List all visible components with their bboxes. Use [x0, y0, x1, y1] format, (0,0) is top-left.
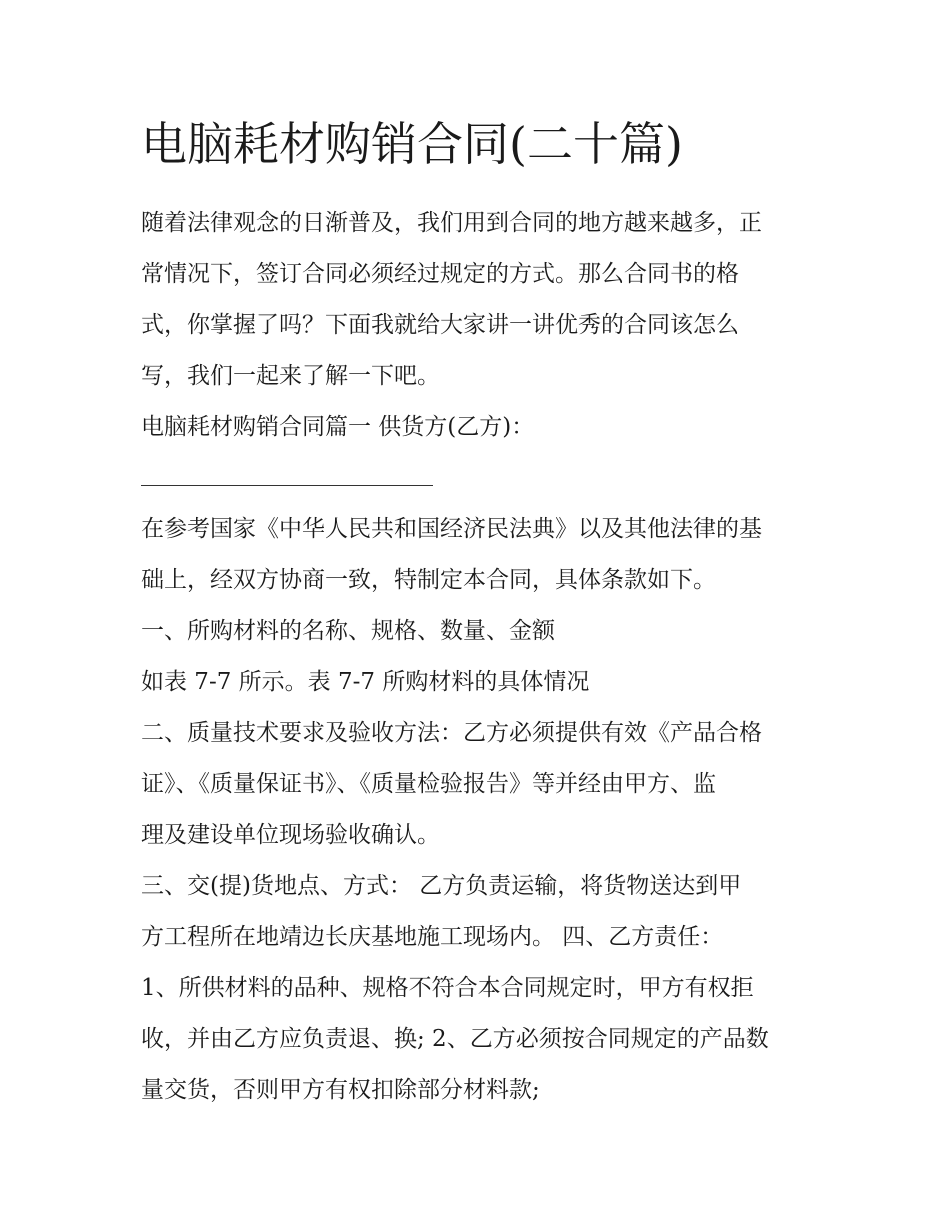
paragraph-line: 写，我们一起来了解一下吧。 — [141, 363, 440, 389]
paragraph-line: 如表 7-7 所示。表 7-7 所购材料的具体情况 — [141, 669, 590, 695]
clause-heading: 一、所购材料的名称、规格、数量、金额 — [141, 618, 555, 644]
document-body — [141, 198, 821, 1116]
contract-heading-line: 电脑耗材购销合同篇一 供货方(乙方)： — [141, 414, 535, 440]
paragraph-line: 量交货，否则甲方有权扣除部分材料款; — [141, 1077, 540, 1103]
paragraph-line: 方工程所在地靖边长庆基地施工现场内。 四、乙方责任： — [141, 924, 724, 950]
paragraph-line: 收，并由乙方应负责退、换; 2、乙方必须按合同规定的产品数 — [141, 1026, 769, 1052]
paragraph-line: 理及建设单位现场验收确认。 — [141, 822, 440, 848]
underline-blank — [141, 485, 433, 486]
paragraph-line: 础上，经双方协商一致，特制定本合同，具体条款如下。 — [141, 567, 716, 593]
clause-heading: 二、质量技术要求及验收方法：乙方必须提供有效《产品合格 — [141, 720, 762, 746]
paragraph-line: 式，你掌握了吗？下面我就给大家讲一讲优秀的合同该怎么 — [141, 312, 739, 338]
supplier-blank-field — [141, 453, 821, 504]
paragraph-line: 随着法律观念的日渐普及，我们用到合同的地方越来越多，正 — [141, 210, 762, 236]
paragraph-line: 证》、《质量保证书》、《质量检验报告》等并经由甲方、监 — [141, 771, 716, 797]
paragraph-line: 常情况下，签订合同必须经过规定的方式。那么合同书的格 — [141, 261, 739, 287]
paragraph-line: 在参考国家《中华人民共和国经济民法典》以及其他法律的基 — [141, 516, 762, 542]
document-title: 电脑耗材购销合同(二十篇) — [141, 117, 683, 171]
clause-heading: 三、交(提)货地点、方式： 乙方负责运输，将货物送达到甲 — [141, 873, 742, 899]
paragraph-line: 1、所供材料的品种、规格不符合本合同规定时，甲方有权拒 — [141, 975, 754, 1001]
